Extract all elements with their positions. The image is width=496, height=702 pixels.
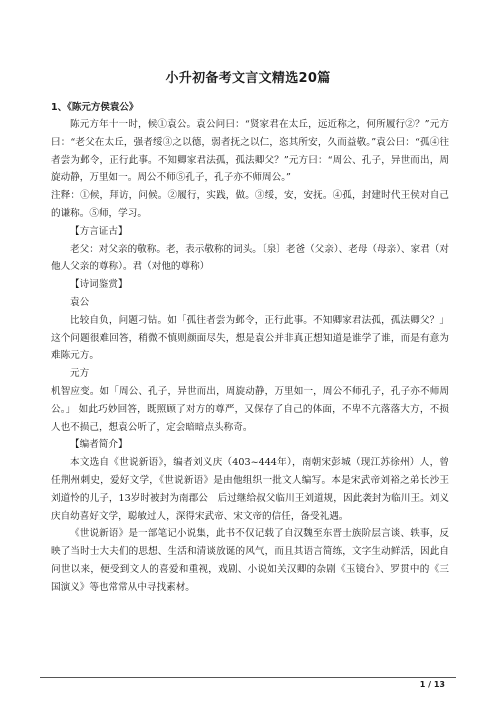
page-number: 1 / 13 xyxy=(419,680,445,689)
footer-divider xyxy=(40,677,456,678)
editor-paragraph: 本文选自《世说新语》，编者刘义庆（403~444年），南朝宋彭城（现江苏徐州）人，曾任荆州刺史，爱好文学，《世说新语》是由他组织一批文人编写。本是宋武帝刘裕之弟长沙王刘道怜的儿子，13岁时被封为南郡公 后过继给叔父临川王刘道规，因此袭封为临川王。刘义庆自幼喜好文学，聪敏过人，深得宋武帝、宋文帝的信任，备受礼遇。 xyxy=(51,457,449,522)
original-text-paragraph: 陈元方年十一时，候①袁公。袁公问曰：“贤家君在太丘，远近称之，何所履行②？”元方曰：“老父在太丘，强者绥③之以德，弱者抚之以仁，恣其所安，久而益敬。”袁公曰：“孤④往者尝为邺令，正行此事。不知卿家君法孤，孤法卿父？”元方曰：“周公、孔子，异世而出，周旋动静，万里如一。周公不师⑤孔子，孔子亦不师周公。” xyxy=(51,119,449,184)
editor-heading: 【编者简介】 xyxy=(70,439,128,451)
subheading-yuanfang: 元方 xyxy=(70,368,90,380)
dialect-heading: 【方言证古】 xyxy=(70,225,128,237)
section-heading: 1、《陈元方侯袁公》 xyxy=(51,102,139,113)
book-intro-paragraph: 《世说新语》是一部笔记小说集，此书不仅记载了自汉魏至东晋士族阶层言谈、轶事，反映了当时士大夫们的思想、生活和清谈放诞的风气，而且其语言简练，文字生动鲜活，因此自问世以来，便受到文人的喜爱和重视，戏剧、小说如关汉卿的杂剧《玉镜台》、罗贯中的《三国演义》等也常常从中寻找素材。 xyxy=(51,528,449,593)
yuanfang-paragraph: 机智应变。如「周公、孔子，异世而出，周旋动静，万里如一，周公不师孔子，孔子亦不师周公。」 如此巧妙回答，既照顾了对方的尊严，又保存了自己的体面，不卑不亢落落大方，不损人也不损己，想袁公听了，定会暗暗点头称奇。 xyxy=(51,385,449,433)
appreciation-heading: 【诗词鉴赏】 xyxy=(70,279,128,291)
article-body xyxy=(51,116,449,597)
yuangong-paragraph: 比较自负，问题刁钻。如「孤往者尝为邺令，正行此事。不知卿家君法孤，孤法卿父？」这个问题很难回答，稍微不慎则颜面尽失，想是袁公并非真正想知道是谁学了谁，而是有意为难陈元方。 xyxy=(51,314,449,362)
document-title: 小升初备考文言文精选20篇 xyxy=(165,71,331,86)
annotation-paragraph: 注释：①候，拜访，问候。②履行，实践，做。③绥，安，安抚。④孤，封建时代王侯对自己的谦称。⑤师，学习。 xyxy=(51,190,449,219)
subheading-yuangong: 袁公 xyxy=(70,296,90,308)
dialect-paragraph: 老父：对父亲的敬称。老，表示敬称的词头。〔泉〕老爸（父亲）、老母（母亲）、家君（对他人父亲的尊称）。君（对他的尊称） xyxy=(51,243,449,273)
